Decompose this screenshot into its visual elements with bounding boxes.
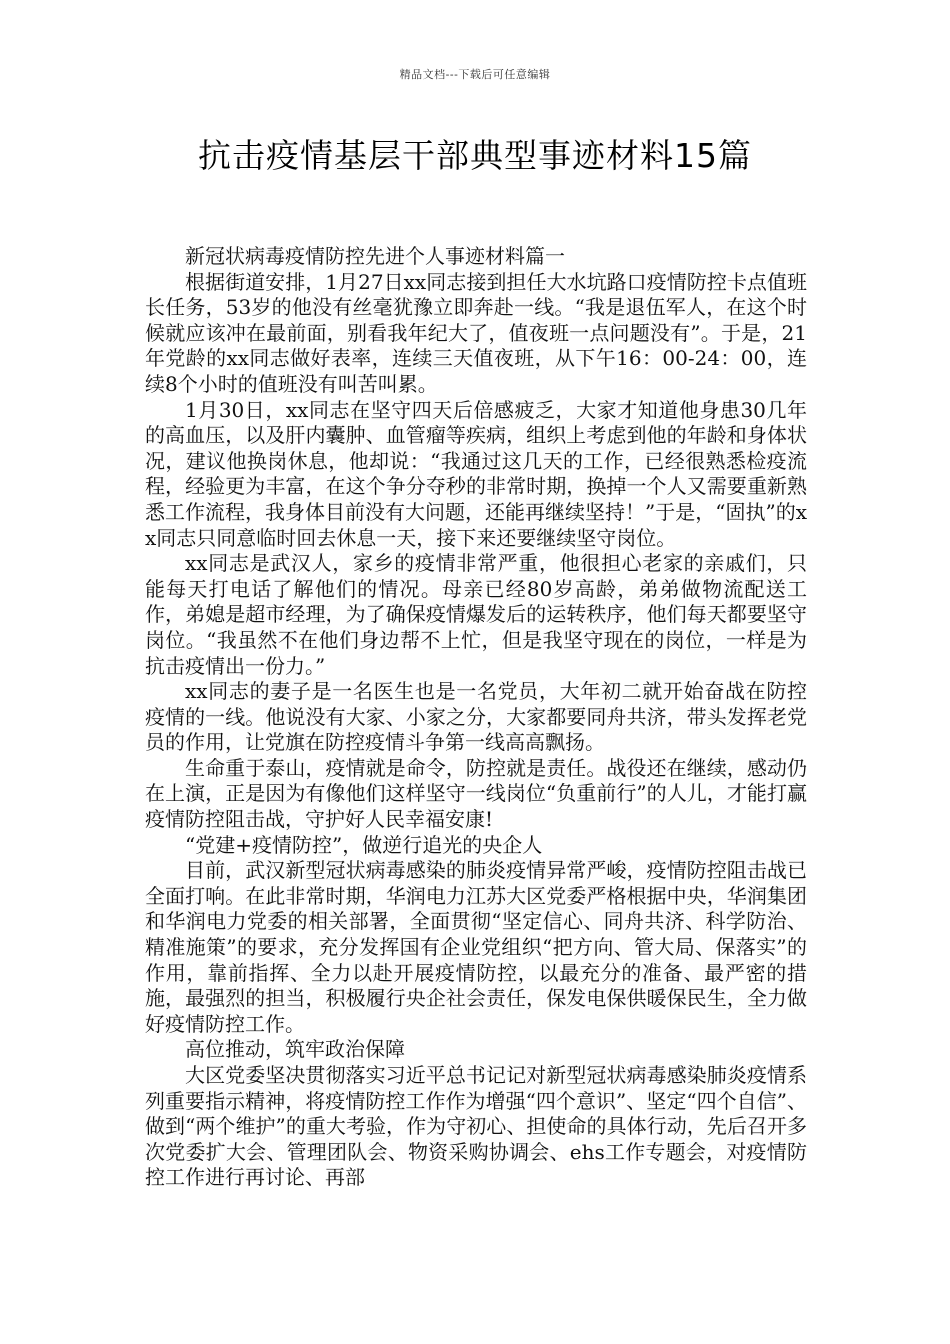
- body-paragraph: 生命重于泰山，疫情就是命令，防控就是责任。战役还在继续，感动仍在上演，正是因为有像他们这样坚守一线岗位“负重前行”的人儿，才能打赢疫情防控阻击战，守护好人民幸福安康!: [145, 755, 807, 832]
- body-paragraph: 根据街道安排，1月27日xx同志接到担任大水坑路口疫情防控卡点值班长任务，53岁的他没有丝毫犹豫立即奔赴一线。“我是退伍军人，在这个时候就应该冲在最前面，别看我年纪大了，值夜班一点问题没有”。于是，21年党龄的xx同志做好表率，连续三天值夜班，从下午16：00-24：00，连续8个小时的值班没有叫苦叫累。: [145, 269, 807, 396]
- body-paragraph: xx同志是武汉人，家乡的疫情非常严重，他很担心老家的亲戚们，只能每天打电话了解他们的情况。母亲已经80岁高龄，弟弟做物流配送工作，弟媳是超市经理，为了确保疫情爆发后的运转秩序，他们每天都要坚守岗位。“我虽然不在他们身边帮不上忙，但是我坚守现在的岗位，一样是为抗击疫情出一份力。”: [145, 551, 807, 678]
- section-heading: 新冠状病毒疫情防控先进个人事迹材料篇一: [185, 244, 565, 268]
- body-paragraph: 大区党委坚决贯彻落实习近平总书记记对新型冠状病毒感染肺炎疫情系列重要指示精神，将疫情防控工作作为增强“四个意识”、坚定“四个自信”、做到“两个维护”的重大考验，作为守初心、担使命的具体行动，先后召开多次党委扩大会、管理团队会、物资采购协调会、ehs工作专题会，对疫情防控工作进行再讨论、再部: [145, 1063, 807, 1190]
- body-paragraph: xx同志的妻子是一名医生也是一名党员，大年初二就开始奋战在防控疫情的一线。他说没有大家、小家之分，大家都要同舟共济，带头发挥老党员的作用，让党旗在防控疫情斗争第一线高高飘扬。: [145, 679, 807, 755]
- document-title: 抗击疫情基层干部典型事迹材料15篇: [198, 136, 752, 175]
- section-heading: 高位推动，筑牢政治保障: [185, 1037, 405, 1062]
- section-heading: “党建+疫情防控”，做逆行追光的央企人: [185, 832, 543, 857]
- body-paragraph: 目前，武汉新型冠状病毒感染的肺炎疫情异常严峻，疫情防控阻击战已全面打响。在此非常时期，华润电力江苏大区党委严格根据中央，华润集团和华润电力党委的相关部署，全面贯彻“坚定信心、同舟共济、科学防治、精准施策”的要求，充分发挥国有企业党组织“把方向、管大局、保落实”的作用，靠前指挥、全力以赴开展疫情防控，以最充分的准备、最严密的措施，最强烈的担当，积极履行央企社会责任，保发电保供暖保民生，全力做好疫情防控工作。: [145, 858, 807, 1036]
- body-paragraph: 1月30日，xx同志在坚守四天后倍感疲乏，大家才知道他身患30几年的高血压，以及肝内囊肿、血管瘤等疾病，组织上考虑到他的年龄和身体状况，建议他换岗休息，他却说：“我通过这几天的工作，已经很熟悉检疫流程，经验更为丰富，在这个争分夺秒的非常时期，换掉一个人又需要重新熟悉工作流程，我身体目前没有大问题，还能再继续坚持！”于是，“固执”的xx同志只同意临时回去休息一天，接下来还要继续坚守岗位。: [145, 397, 807, 550]
- header-note: 精品文档---下载后可任意编辑: [399, 68, 551, 81]
- document-body: [145, 244, 807, 1191]
